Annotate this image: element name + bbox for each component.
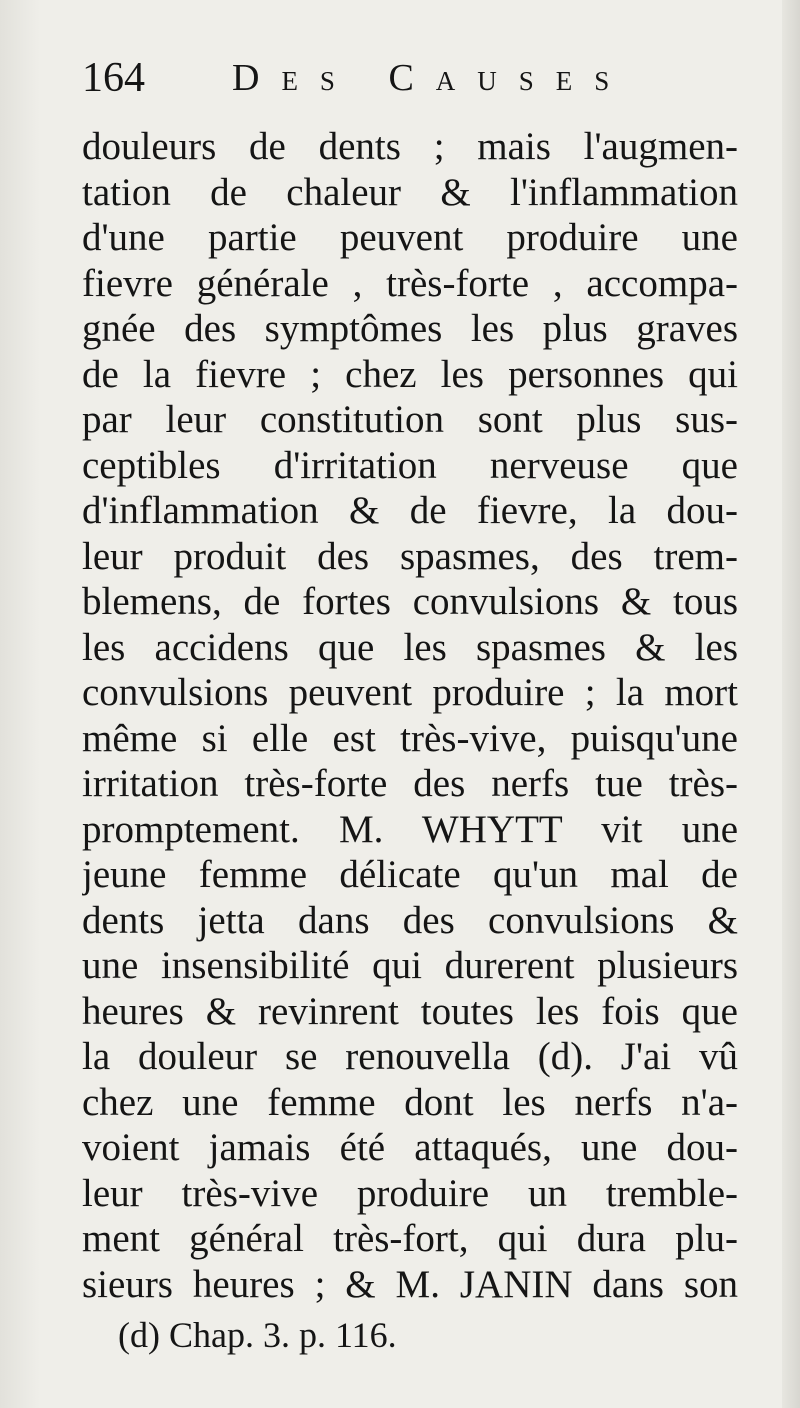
text-line: blemens, de fortes convulsions & tous bbox=[82, 580, 738, 623]
text-line: ceptibles d'irritation nerveuse que bbox=[82, 443, 738, 487]
text-line: voient jamais été attaqués, une dou- bbox=[82, 1126, 738, 1169]
text-line: la douleur se renouvella (d). J'ai vû bbox=[82, 1035, 738, 1078]
text-line: leur produit des spasmes, des trem- bbox=[82, 534, 738, 578]
text-line: jeune femme délicate qu'un mal de bbox=[82, 853, 738, 896]
page-gutter bbox=[0, 0, 40, 1408]
text-line: convulsions peuvent produire ; la mort bbox=[82, 671, 738, 714]
text-line: par leur constitution sont plus sus- bbox=[82, 398, 738, 441]
text-line: ment général très-fort, qui dura plu- bbox=[82, 1217, 738, 1260]
text-line: tation de chaleur & l'inflammation bbox=[82, 170, 738, 214]
text-line: une insensibilité qui durerent plusieurs bbox=[82, 944, 738, 987]
text-line: irritation très-forte des nerfs tue très- bbox=[82, 762, 738, 805]
text-line: même si elle est très-vive, puisqu'une bbox=[82, 716, 738, 760]
text-line: gnée des symptômes les plus graves bbox=[82, 307, 738, 350]
page-edge bbox=[782, 0, 800, 1408]
text-line: chez une femme dont les nerfs n'a- bbox=[82, 1080, 738, 1124]
text-line: dents jetta dans des convulsions & bbox=[82, 898, 738, 942]
page-header bbox=[82, 48, 742, 108]
text-line: douleurs de dents ; mais l'augmen- bbox=[82, 125, 738, 168]
page-number: 164 bbox=[82, 55, 145, 101]
text-line: d'une partie peuvent produire une bbox=[82, 216, 738, 259]
text-line: les accidens que les spasmes & les bbox=[82, 625, 738, 669]
footnote: (d) Chap. 3. p. 116. bbox=[118, 1315, 397, 1355]
body-text bbox=[82, 124, 738, 1307]
text-line: sieurs heures ; & M. JANIN dans son bbox=[82, 1262, 738, 1306]
text-line: d'inflammation & de fievre, la dou- bbox=[82, 489, 738, 532]
text-line: heures & revinrent toutes les fois que bbox=[82, 989, 738, 1033]
text-line: de la fievre ; chez les personnes qui bbox=[82, 352, 738, 396]
running-title: Des Causes bbox=[232, 57, 632, 99]
text-line: fievre générale , très-forte , accompa- bbox=[82, 261, 738, 305]
text-line: leur très-vive produire un tremble- bbox=[82, 1171, 738, 1215]
text-line: promptement. M. WHYTT vit une bbox=[82, 807, 738, 851]
